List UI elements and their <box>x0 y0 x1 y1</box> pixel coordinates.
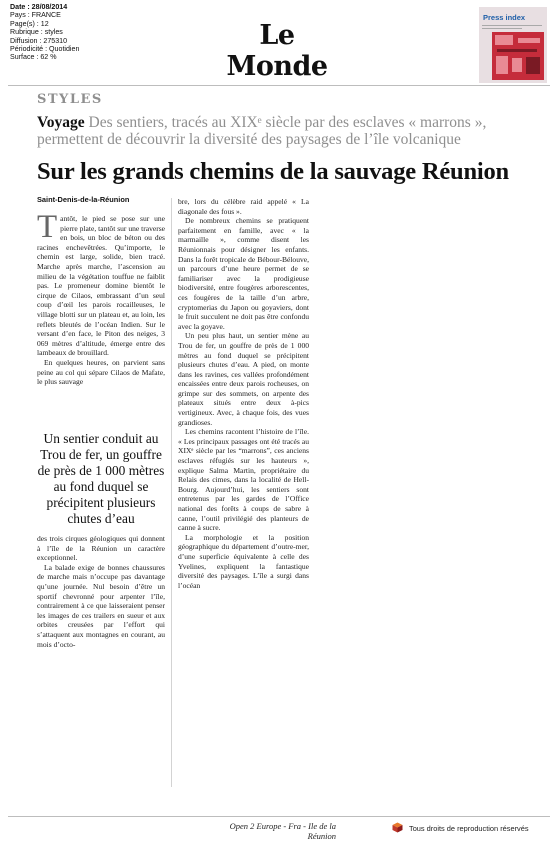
article-headline: Sur les grands chemins de la sauvage Réunion <box>37 158 509 185</box>
header-divider <box>8 85 550 86</box>
thumbnail-rule <box>482 28 522 29</box>
article-paragraph: des trois cirques géologiques qui donnent à l’île de la Réunion un caractère exceptionnel. <box>37 534 165 563</box>
kicker-text: Des sentiers, tracés au XIXᵉ siècle par des esclaves « marrons », permettent de découvrir la diversité des paysages de l’île volcanique <box>37 114 487 148</box>
press-index-thumbnail <box>479 7 547 83</box>
pull-quote: Un sentier conduit au Trou de fer, un gouffre de près de 1 000 mètres au fond duquel se précipitent plusieurs chutes d’eau <box>37 431 165 526</box>
thumbnail-block <box>495 35 513 45</box>
article-column-2 <box>178 197 309 590</box>
article-paragraph: Les chemins racontent l’histoire de l’île. « Les principaux passages ont été tracés au XIXᵉ siècle par les “marrons”, ces anciens esclaves réfugiés sur les hauteurs », explique Salma Martin, propriétaire du Relais des cimes, dans la localité de Hell-Bourg. Aujourd’hui, les sentiers sont entretenus par les gardes de l’Office national des forêts à coups de sabre à canne, l’outil privilégié des planteurs de canne à sucre. <box>178 427 309 533</box>
press-index-page-image <box>492 32 544 80</box>
meta-rubrique: Rubrique : styles <box>10 28 63 37</box>
article-kicker <box>37 114 537 148</box>
meta-pages: Page(s) : 12 <box>10 19 49 28</box>
kicker-label: Voyage <box>37 114 85 131</box>
document-metadata <box>10 3 79 62</box>
article-dateline: Saint-Denis-de-la-Réunion <box>37 195 130 204</box>
thumbnail-block <box>526 57 540 74</box>
meta-pays: Pays : FRANCE <box>10 11 61 20</box>
meta-periodicite: Périodicité : Quotidien <box>10 45 80 54</box>
thumbnail-block <box>496 56 508 74</box>
thumbnail-rule <box>482 25 542 26</box>
footer-source: Open 2 Europe - Fra - Ile de la Réunion <box>229 821 336 841</box>
article-column-1-continued <box>37 534 165 649</box>
column-divider <box>171 198 172 787</box>
footer-rights: Tous droits de reproduction réservés <box>409 824 529 833</box>
thumbnail-block <box>512 58 522 72</box>
meta-surface: Surface : 62 % <box>10 53 57 62</box>
newspaper-masthead: Le Monde <box>226 20 328 82</box>
thumbnail-block <box>497 49 537 52</box>
article-paragraph <box>37 209 165 358</box>
article-paragraph: De nombreux chemins se pratiquent parfaitement en famille, avec « la marmaille », comme disent les Réunionnais pour désigner les enfants. Dans la forêt tropicale de Bébour-Bélouve, un parcours d’une heure permet de se familiariser avec la prodigieuse biodiversité, entre fougères arborescentes, ces fougères de la taille d’un arbre, cryptomerias du Japon ou goyaviers, dont le fruit succulent ne doit pas être confondu avec la goyave. <box>178 216 309 331</box>
article-paragraph: En quelques heures, on parvient sans peine au col qui sépare Cilaos de Mafate, le plus sauvage <box>37 357 165 387</box>
article-paragraph: La morphologie et la position géographique du département d’outre-mer, d’une superficie équivalente à celle des Yvelines, expliquent la fantastique diversité des paysages. L’île a surgi dans l’océan <box>178 532 309 590</box>
article-paragraph: Un peu plus haut, un sentier mène au Trou de fer, un gouffre de près de 1 000 mètres au fond duquel se précipitent plusieurs chutes d’eau. A pied, on monte dans les ravines, ces vallées profondément encaissées entre deux parois rocheuses, on grimpe sur des sommets, on arpente des plateaux situés entre deux à-pics vertigineux. Avec, à chaque fois, des vues grandioses. <box>178 331 309 427</box>
rights-cube-icon <box>392 822 403 833</box>
press-index-logo: Press index <box>483 13 526 22</box>
paragraph-text: antôt, le pied se pose sur une pierre plate, tantôt sur une traverse en bois, un bloc de béton ou des racines enchevêtrées. Qu’importe, le chemin est large, solide, bien tracé. Marche après marche, l’ascension au milieu de la végétation touffue ne faiblit pas. Le promeneur domine bientôt le cirque de Cilaos, embrassant d’un seul coup d’œil les parois rocailleuses, le village blotti sur un plateau et, au loin, les reflets bleutés de l’océan Indien. Sur le versant d’en face, le Piton des neiges, 3 069 mètres d’altitude, émerge entre des lambeaux de brouillard. <box>37 214 165 358</box>
drop-cap: T <box>37 209 58 245</box>
article-paragraph: bre, lors du célèbre raid appelé « La diagonale des fous ». <box>178 197 309 216</box>
footer-divider <box>8 816 550 817</box>
article-paragraph: La balade exige de bonnes chaussures de marche mais n’occupe pas davantage qu’une journée. Nul besoin d’être un sportif chevronné pour arpenter l’île, contrairement à ce que laisseraient penser les images de ces trailers en sueur et aux orbites creusées par l’effort qui s’attaquent aux montagnes en courant, au mois d’octo- <box>37 562 165 649</box>
meta-date: Date : 28/08/2014 <box>10 3 68 11</box>
section-rubric: STYLES <box>37 92 103 107</box>
meta-diffusion: Diffusion : 275310 <box>10 36 68 45</box>
article-column-1 <box>37 209 165 387</box>
thumbnail-block <box>518 38 540 43</box>
